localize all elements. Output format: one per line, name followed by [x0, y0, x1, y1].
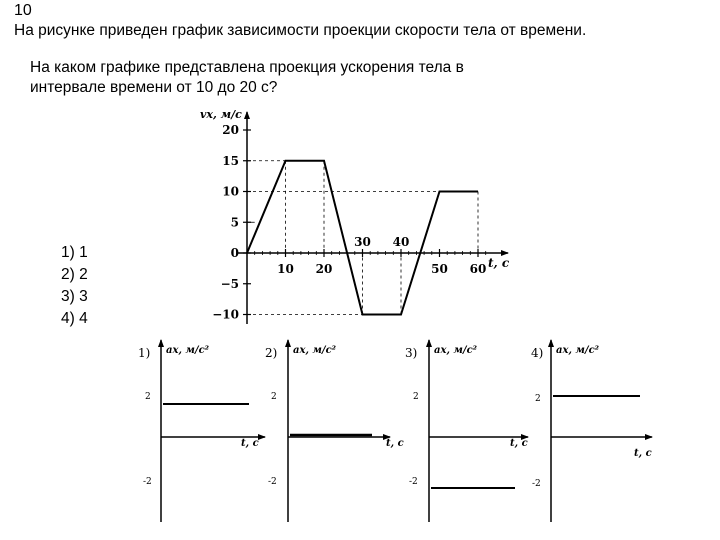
question-number: 10 — [14, 2, 32, 19]
velocity-x-label: t, с — [488, 256, 510, 270]
x-tick-label: 50 — [431, 262, 448, 276]
x-tick-label: 30 — [354, 235, 371, 249]
panel-2-tick-pos: 2 — [271, 392, 277, 402]
y-tick-label: 0 — [230, 246, 239, 260]
panel-1-x-label: t, с — [241, 438, 259, 449]
velocity-chart — [200, 108, 510, 324]
velocity-y-label-text: vx, м/с — [200, 108, 242, 121]
panel-3-label: 3) — [405, 346, 418, 360]
answer-option-4[interactable]: 4) 4 — [61, 310, 88, 327]
y-tick-label: −5 — [220, 276, 239, 291]
panel-1-tick-pos: 2 — [145, 392, 151, 402]
option-graph-3 — [405, 340, 528, 522]
velocity-y-label — [200, 108, 242, 121]
x-tick-label: 40 — [392, 235, 410, 249]
y-tick-label: 20 — [222, 123, 239, 137]
panel-4-tick-neg: -2 — [532, 479, 541, 489]
panel-1-label: 1) — [138, 346, 151, 360]
panel-2-y-label: ax, м/с² — [293, 345, 337, 356]
x-tick-label: 60 — [469, 262, 487, 276]
option-graph-4 — [531, 340, 652, 522]
answer-option-2[interactable]: 2) 2 — [61, 266, 88, 283]
y-tick-label: 5 — [230, 215, 239, 230]
y-tick-label: 10 — [222, 184, 239, 199]
panel-3-y-label: ax, м/с² — [434, 345, 478, 356]
question-text: На каком графике представлена проекция ускорения тела в интервале времени от 10 до 20 с? — [30, 59, 464, 96]
y-tick-label: 15 — [222, 153, 239, 168]
panel-3-tick-pos: 2 — [413, 392, 419, 402]
panel-1-y-label: ax, м/с² — [166, 345, 210, 356]
option-graph-1 — [138, 340, 265, 522]
panel-2-x-label: t, с — [386, 438, 404, 449]
x-tick-label: 20 — [315, 262, 333, 276]
panel-1-tick-neg: -2 — [143, 477, 152, 487]
y-tick-label: −10 — [212, 307, 239, 322]
panel-4-x-label: t, с — [634, 448, 652, 459]
answer-option-3[interactable]: 3) 3 — [61, 288, 88, 305]
panel-4-label: 4) — [531, 346, 544, 360]
panel-2-label: 2) — [265, 346, 278, 360]
panel-4-tick-pos: 2 — [535, 394, 541, 404]
panel-3-x-label: t, с — [510, 438, 528, 449]
x-tick-label: 10 — [277, 262, 294, 276]
answer-option-1[interactable]: 1) 1 — [61, 244, 88, 261]
panel-3-tick-neg: -2 — [409, 477, 418, 487]
intro-text: На рисунке приведен график зависимости проекции скорости тела от времени. — [14, 22, 587, 39]
panel-2-tick-neg: -2 — [268, 477, 277, 487]
panel-4-y-label: ax, м/с² — [556, 345, 600, 356]
option-graph-2 — [265, 340, 404, 522]
